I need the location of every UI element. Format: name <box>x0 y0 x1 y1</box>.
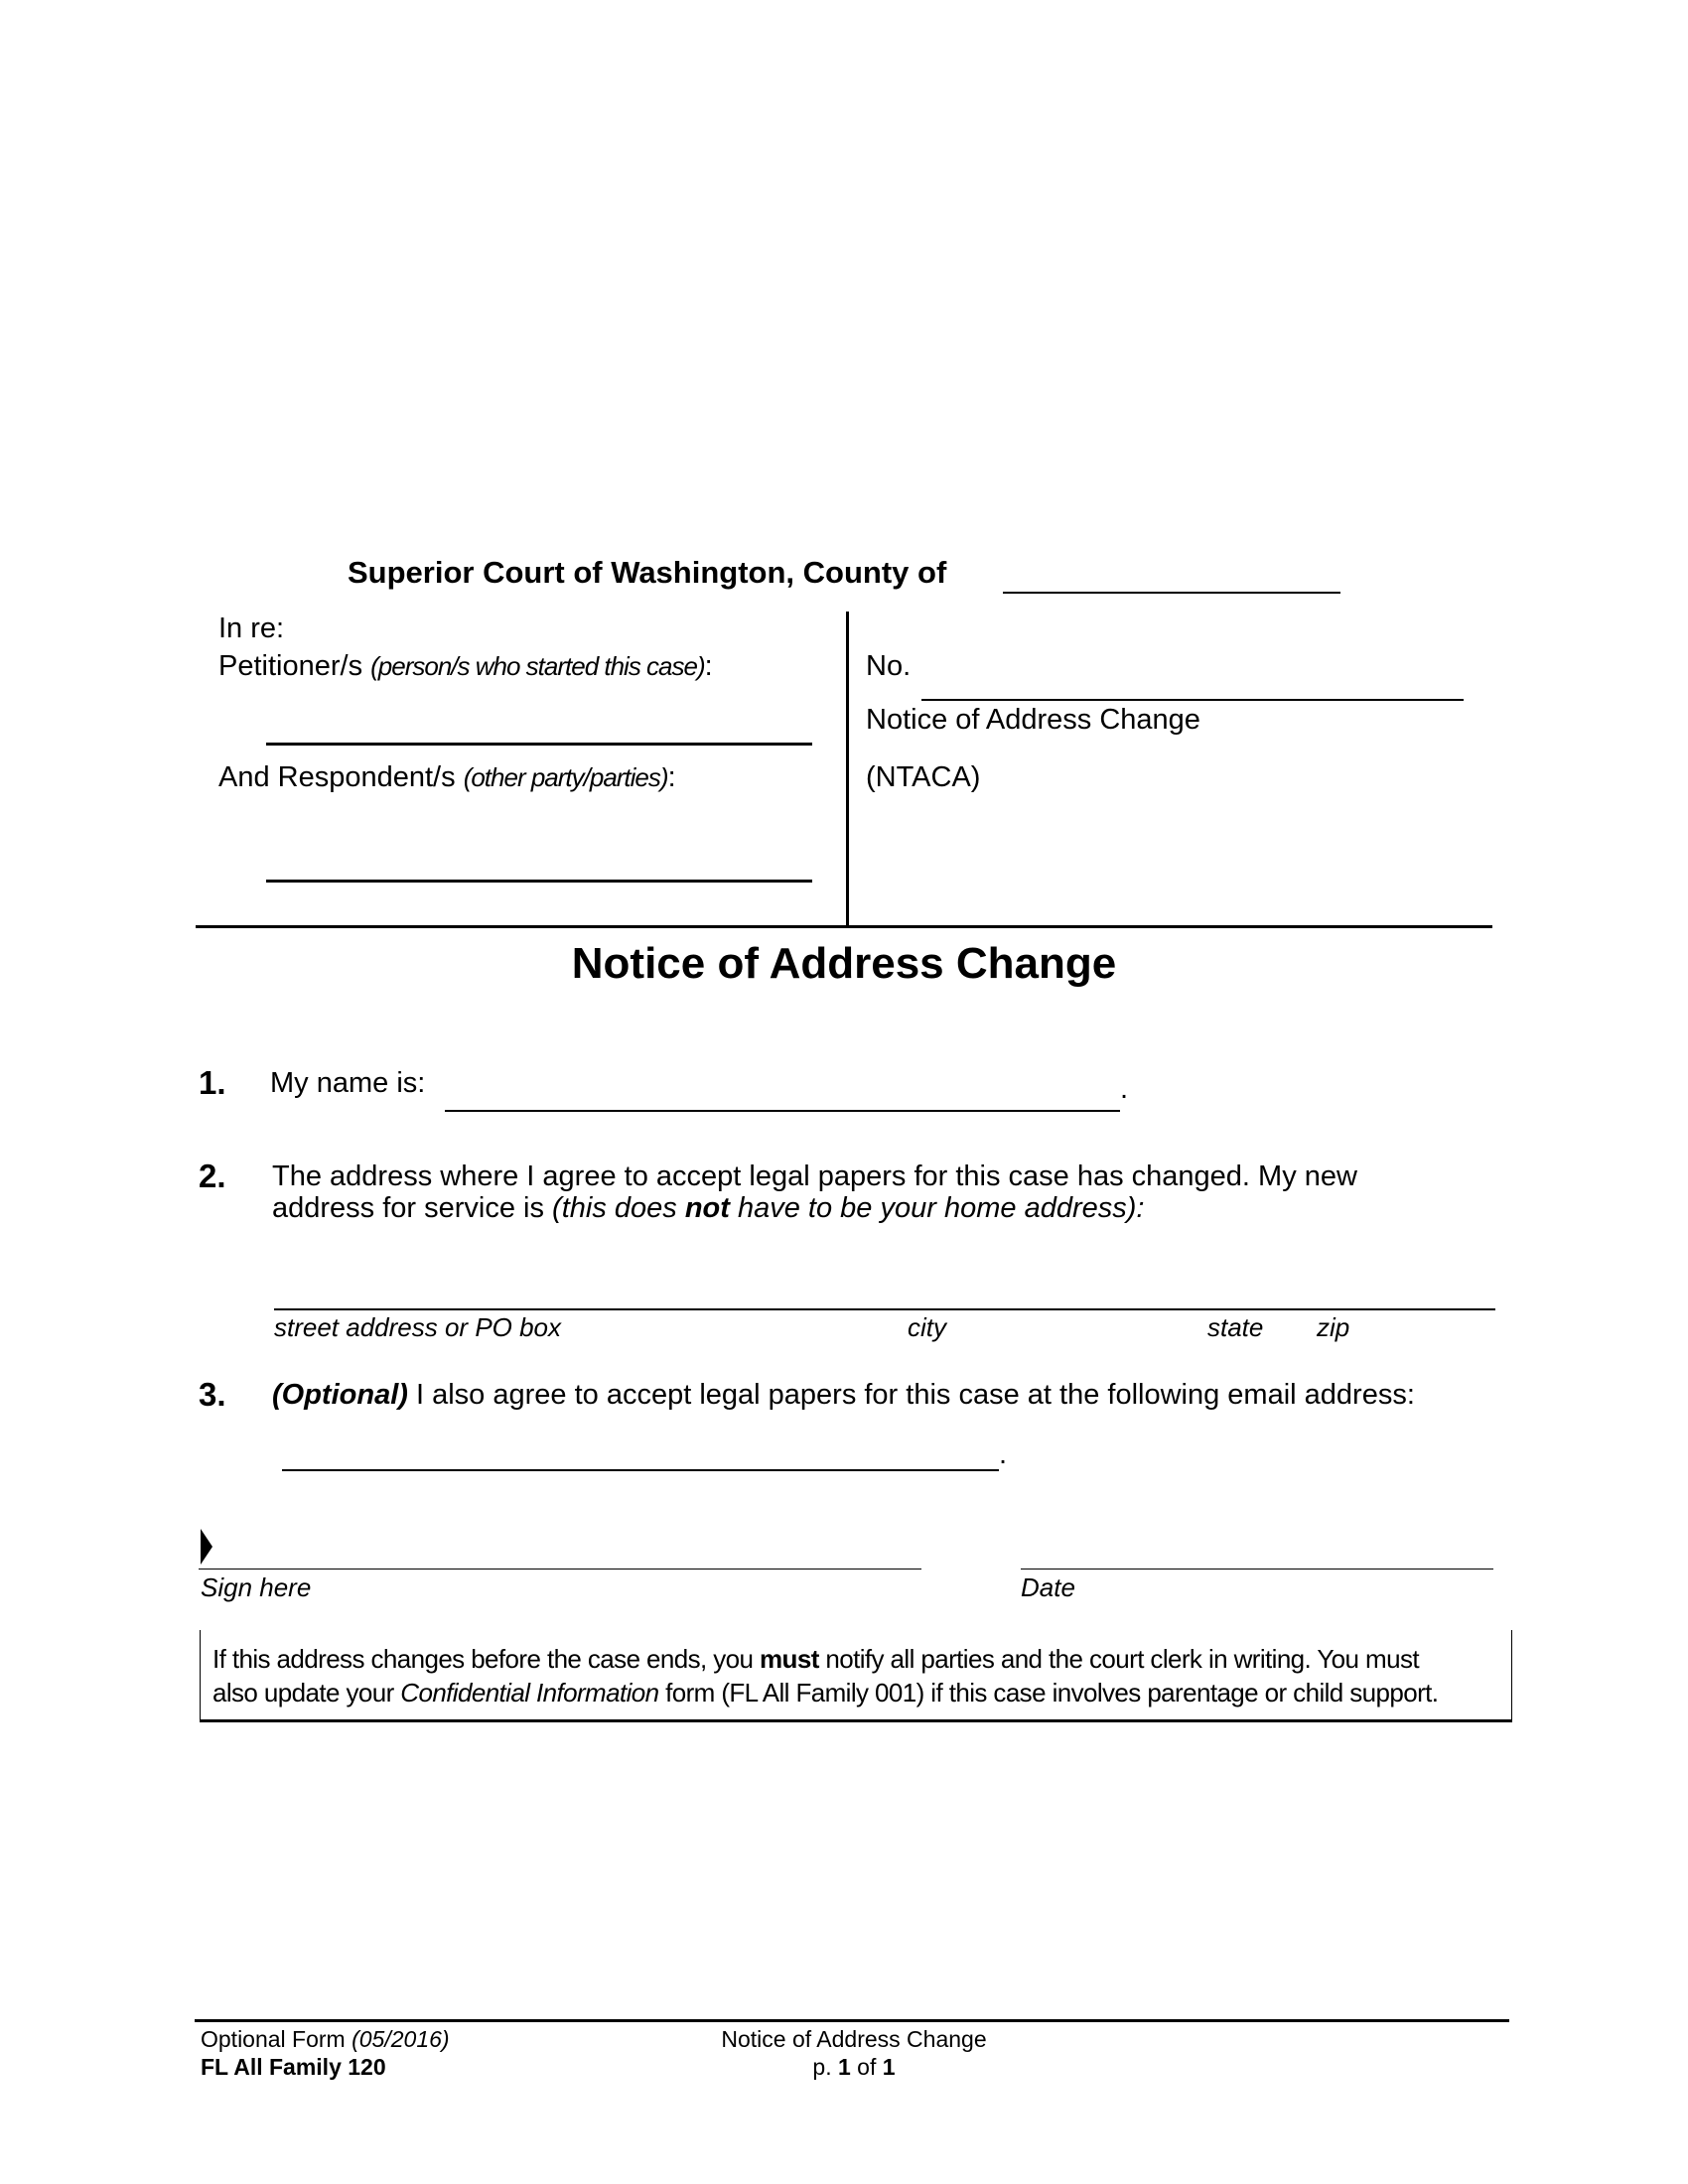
notice-line-2 <box>212 1676 1438 1709</box>
notice-line-1-b: notify all parties and the court clerk in writing. You must <box>818 1644 1419 1674</box>
notice-line-1-a: If this address changes before the case ends, you <box>212 1644 761 1674</box>
sign-here-label: Sign here <box>201 1572 312 1602</box>
footer-rule <box>195 2019 1509 2022</box>
case-number-underline <box>921 699 1464 701</box>
respondent-field[interactable] <box>266 840 812 880</box>
notice-line-2-a: also update your <box>212 1678 401 1707</box>
name-underline <box>445 1110 1120 1112</box>
footer-form-date: (05/2016) <box>352 2026 450 2052</box>
date-field[interactable] <box>1021 1529 1493 1569</box>
notice-line-1-bold: must <box>760 1644 819 1674</box>
respondent-label <box>218 760 676 794</box>
signature-field[interactable] <box>199 1529 921 1569</box>
item-2-line-2 <box>272 1191 1144 1225</box>
date-underline <box>1021 1569 1493 1570</box>
in-re-label: In re: <box>218 613 285 644</box>
caption-zip: zip <box>1317 1312 1350 1342</box>
signature-underline <box>199 1569 921 1570</box>
item-1-text: My name is: <box>270 1067 426 1099</box>
item-3-body: I also agree to accept legal papers for this case at the following email address: <box>407 1379 1415 1411</box>
item-2-line-1: The address where I agree to accept legal papers for this case has changed. My new <box>272 1160 1357 1192</box>
respondent-label-text: And Respondent/s <box>218 761 456 793</box>
item-1-number: 1. <box>199 1064 226 1101</box>
notice-line-2-italic: Confidential Information <box>400 1678 659 1707</box>
footer-optional-form-text: Optional Form <box>201 2026 352 2052</box>
footer-page-num: 1 <box>838 2054 851 2080</box>
petitioner-field[interactable] <box>266 703 812 743</box>
caption-divider <box>846 612 849 927</box>
case-number-field[interactable] <box>921 659 1464 699</box>
footer-page-of: of <box>850 2054 883 2080</box>
county-underline <box>1003 592 1340 594</box>
item-1-period: . <box>1120 1073 1129 1105</box>
respondent-colon: : <box>667 761 676 793</box>
doc-name: Notice of Address Change <box>866 704 1200 736</box>
petitioner-label <box>218 649 713 683</box>
caption-street: street address or PO box <box>274 1312 562 1342</box>
page-title: Notice of Address Change <box>571 939 1117 988</box>
item-2-number: 2. <box>199 1158 226 1194</box>
address-underline <box>274 1308 1495 1310</box>
item-3-period: . <box>999 1438 1008 1470</box>
footer-center-title: Notice of Address Change <box>721 2026 987 2052</box>
date-label: Date <box>1021 1572 1075 1602</box>
service-address-field[interactable] <box>274 1269 1495 1308</box>
item-3-text <box>272 1378 1415 1412</box>
item-2-line-2-italic-a: (this does <box>552 1192 685 1224</box>
footer-page-total: 1 <box>882 2054 896 2080</box>
caption-state: state <box>1207 1312 1264 1342</box>
footer-left <box>201 2025 450 2081</box>
email-field[interactable] <box>282 1430 999 1469</box>
item-2-line-2-italic-b: have to be your home address): <box>729 1192 1145 1224</box>
footer-page-number <box>655 2053 1053 2081</box>
footer-page-prefix: p. <box>812 2054 838 2080</box>
footer-form-id: FL All Family 120 <box>201 2054 386 2080</box>
petitioner-label-text: Petitioner/s <box>218 650 363 682</box>
doc-code: (NTACA) <box>866 761 981 793</box>
email-underline <box>282 1469 999 1471</box>
petitioner-hint: (person/s who started this case) <box>370 651 705 681</box>
item-3-number: 3. <box>199 1376 226 1413</box>
respondent-hint: (other party/parties) <box>463 762 668 792</box>
county-field[interactable] <box>1003 554 1340 592</box>
footer-center <box>655 2025 1053 2081</box>
item-2-line-2-prefix: address for service is <box>272 1192 553 1224</box>
notice-text <box>212 1642 1438 1709</box>
item-3-optional: (Optional) <box>272 1379 408 1411</box>
notice-line-1 <box>212 1642 1438 1676</box>
caption-bottom-rule <box>196 925 1492 928</box>
footer-optional-form <box>201 2025 450 2053</box>
court-title-text: Superior Court of Washington, County of <box>348 555 947 590</box>
name-field[interactable] <box>445 1070 1120 1110</box>
notice-line-2-b: form (FL All Family 001) if this case involves parentage or child support. <box>658 1678 1439 1707</box>
case-no-label: No. <box>866 650 912 682</box>
item-2-line-2-bold: not <box>684 1192 730 1224</box>
petitioner-colon: : <box>704 650 713 682</box>
respondent-underline <box>266 880 812 883</box>
caption-city: city <box>908 1312 946 1342</box>
petitioner-underline <box>266 743 812 746</box>
court-title <box>348 556 946 590</box>
